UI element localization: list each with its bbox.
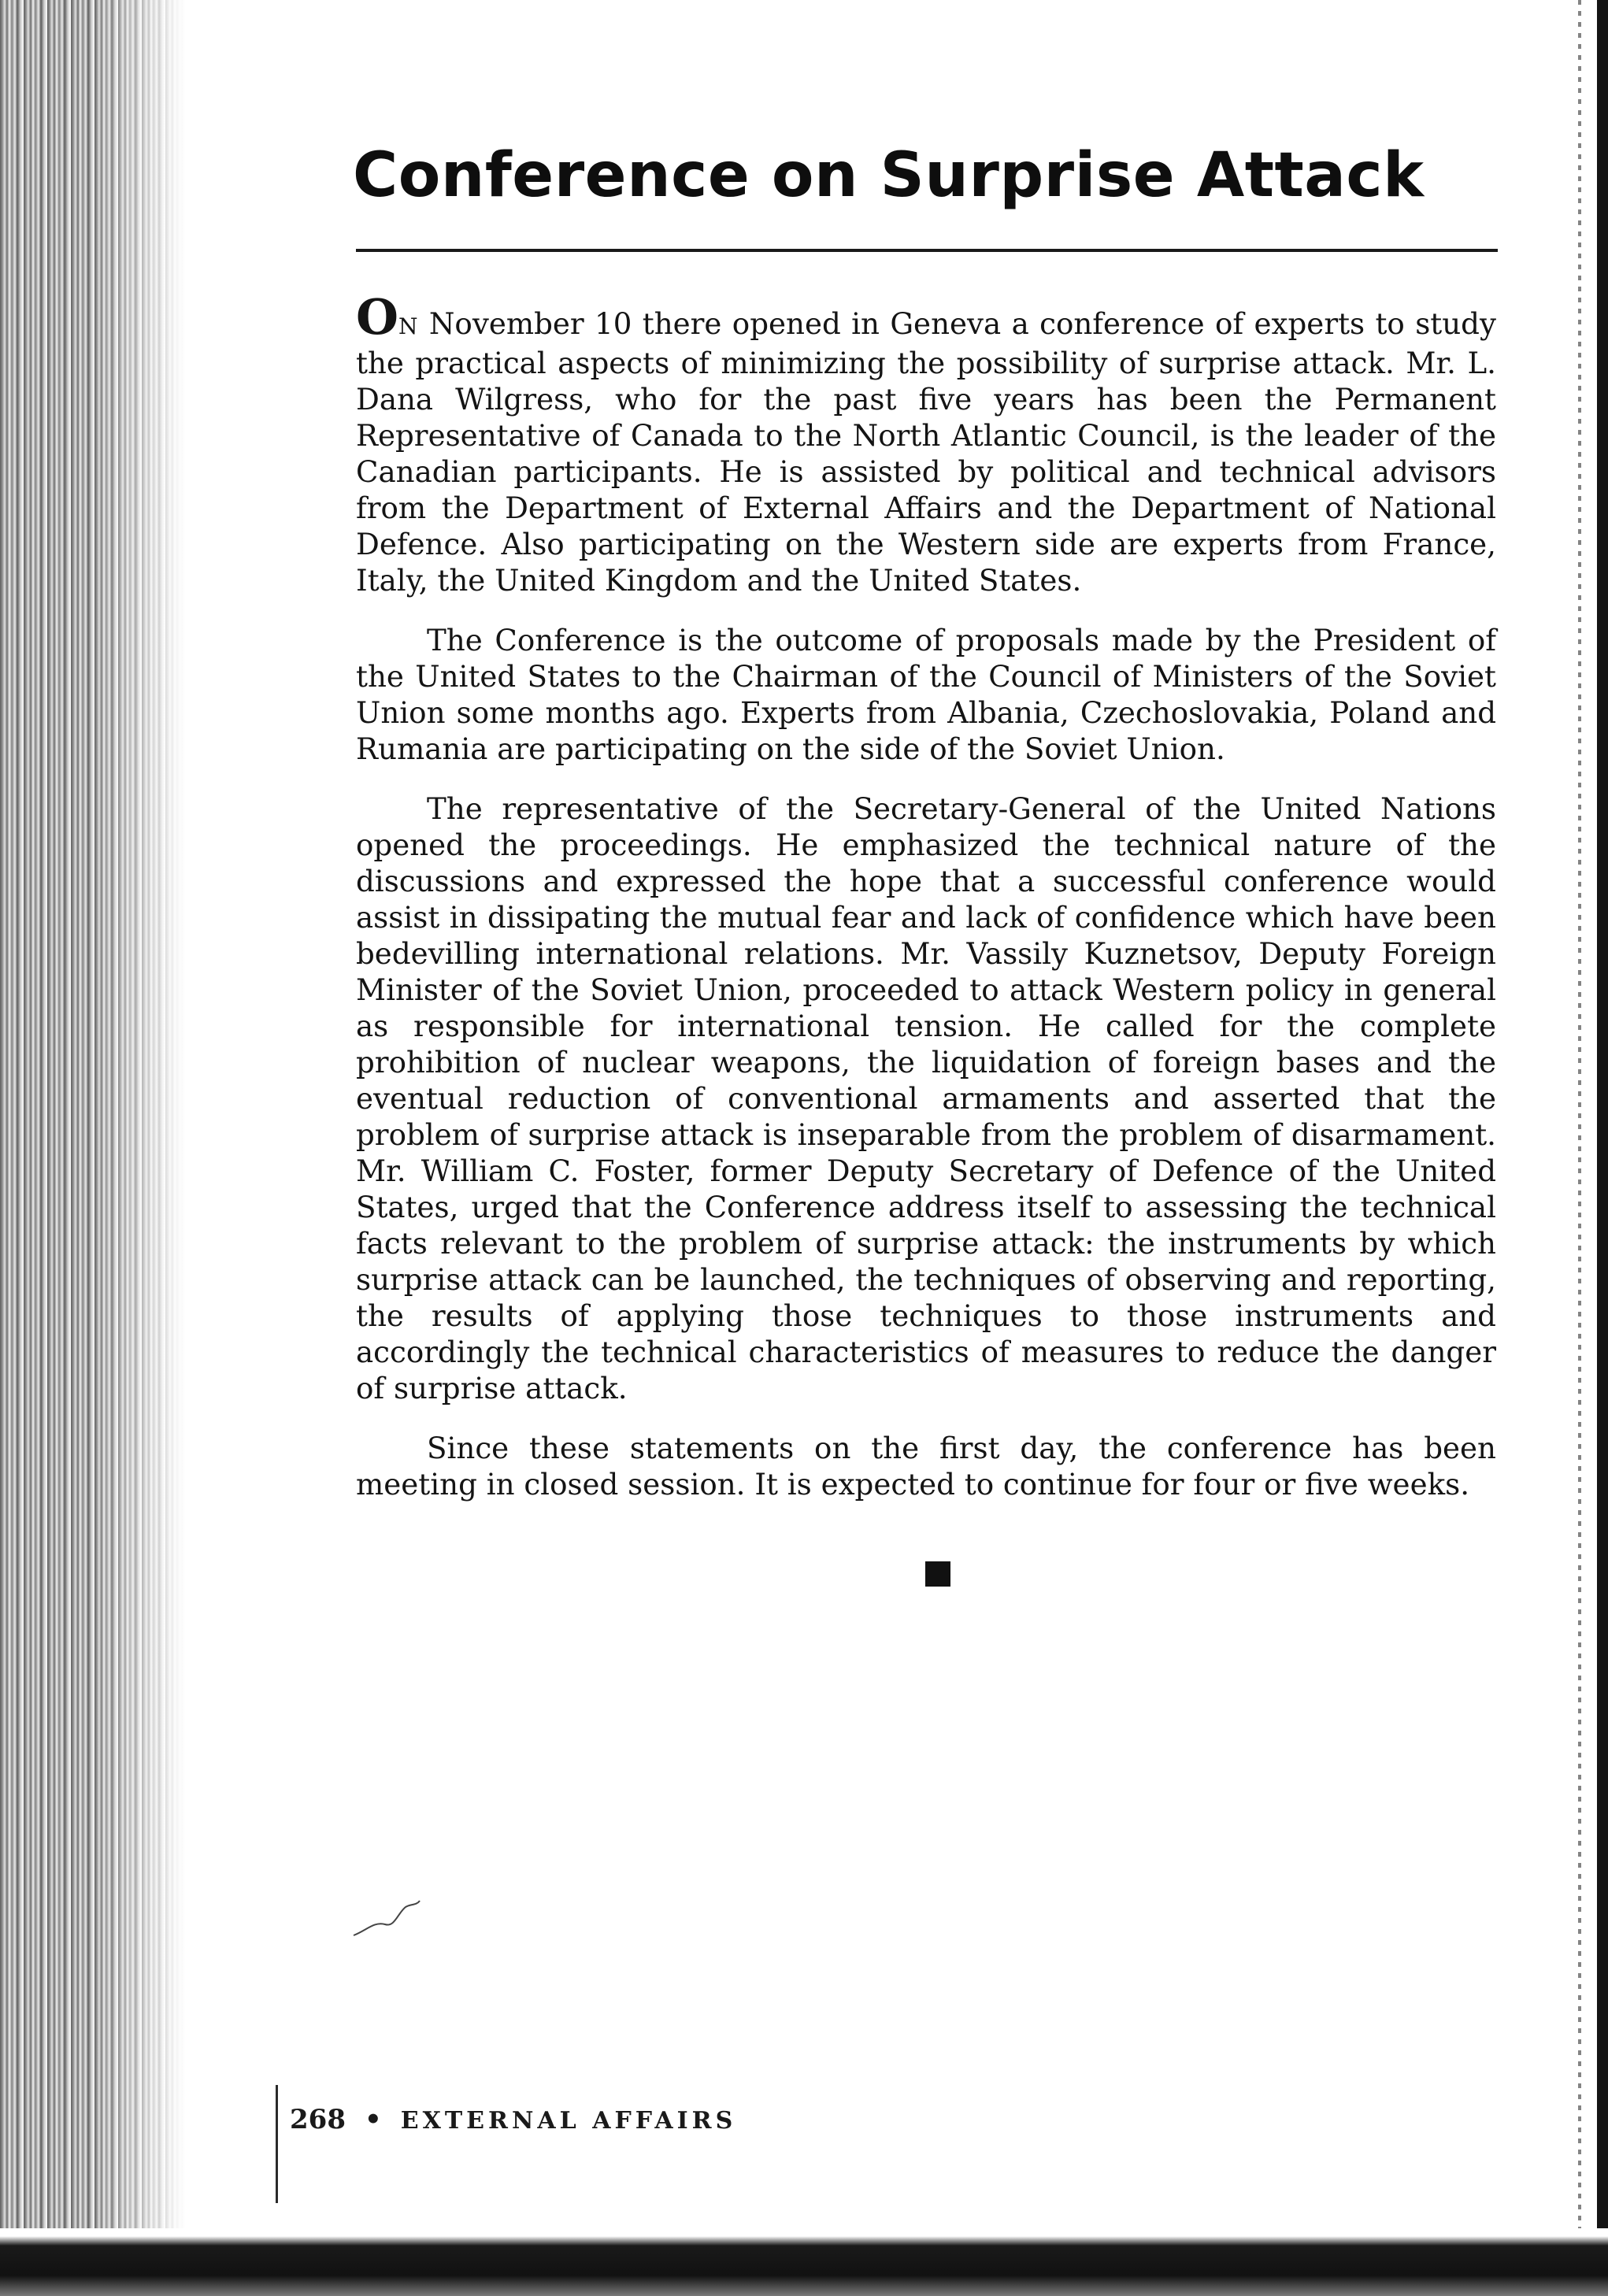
scan-right-edge-line (1578, 0, 1581, 2296)
scan-right-edge (1597, 0, 1608, 2296)
page-title: Conference on Surprise Attack (353, 140, 1425, 211)
page-number: 268 (290, 2104, 346, 2135)
paragraph-1 (356, 288, 1496, 598)
paragraph-2: The Conference is the outcome of proposals made by the President of the United States to the Chairman of the Council of Ministers of the Soviet Union some months ago. Experts from Albania, Czechoslovakia, Poland and Rumania are participating on the side of the Soviet Union. (356, 623, 1496, 766)
footer-bullet: • (364, 2104, 382, 2135)
journal-name: EXTERNAL AFFAIRS (400, 2107, 737, 2135)
drop-cap: O (356, 288, 399, 346)
footer-margin-line (276, 2085, 278, 2203)
paragraph-1-text: November 10 there opened in Geneva a conference of experts to study the practical aspects of minimizing the possibility of surprise attack. Mr. L. Dana Wilgress, who for the past five years has been the Permanent Representative of Canada to the North Atlantic Council, is the leader of the Canadian participants. He is assisted by political and technical advisors from the Department of External Affairs and the Department of National Defence. Also participating on the Western side are experts from France, Italy, the United Kingdom and the United States. (356, 306, 1496, 598)
page-footer (290, 2104, 736, 2135)
scan-gutter-fade (94, 0, 185, 2296)
paragraph-4: Since these statements on the first day, the conference has been meeting in closed session. It is expected to continue for four or five weeks. (356, 1431, 1496, 1502)
small-cap: N (398, 313, 419, 339)
title-rule (356, 249, 1498, 252)
pencil-scribble-mark (350, 1890, 445, 1945)
scan-bottom-edge (0, 2228, 1608, 2296)
article-body (356, 288, 1496, 1526)
paragraph-3: The representative of the Secretary-General of the United Nations opened the proceedings. He emphasized the technical nature of the discussions and expressed the hope that a successful conference would assist in dissipating the mutual fear and lack of confidence which have been bedevilling international relations. Mr. Vassily Kuznetsov, Deputy Foreign Minister of the Soviet Union, proceeded to attack Western policy in general as responsible for international tension. He called for the complete prohibition of nuclear weapons, the liquidation of foreign bases and the eventual reduction of conventional armaments and asserted that the problem of surprise attack is inseparable from the problem of disarmament. Mr. William C. Foster, former Deputy Secretary of Defence of the United States, urged that the Conference address itself to assessing the technical facts relevant to the problem of surprise attack: the instruments by which surprise attack can be launched, the techniques of observing and reporting, the results of applying those techniques to those instruments and accordingly the technical characteristics of measures to reduce the danger of surprise attack. (356, 791, 1496, 1405)
end-of-article-mark (925, 1561, 950, 1587)
